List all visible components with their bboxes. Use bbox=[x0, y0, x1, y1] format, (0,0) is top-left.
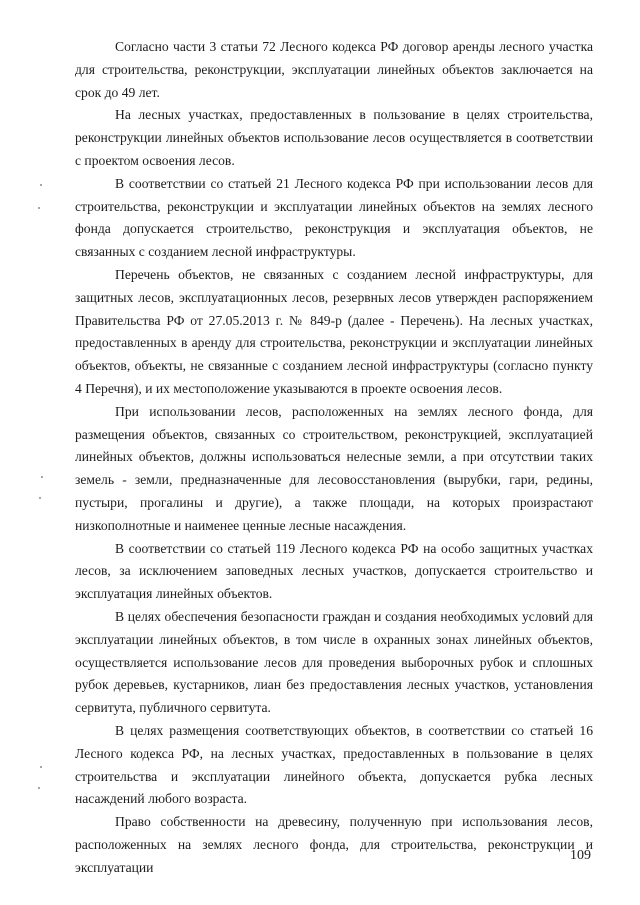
paragraph-2: На лесных участках, предоставленных в пользование в целях строительства, реконструкции линейных объектов использование лесов осуществляется в соответствии с проектом освоения лесов. bbox=[75, 107, 593, 168]
scan-speck bbox=[38, 787, 40, 789]
scan-speck bbox=[40, 184, 42, 186]
paragraph-6: В соответствии со статьей 119 Лесного кодекса РФ на особо защитных участках лесов, за исключением заповедных лесных участков, допускается строительство и эксплуатация линейных объектов. bbox=[75, 540, 593, 602]
scan-speck bbox=[38, 207, 40, 209]
page-number: 109 bbox=[570, 848, 591, 863]
scan-speck bbox=[39, 497, 41, 499]
scan-speck bbox=[41, 476, 43, 478]
paragraph-8: В целях размещения соответствующих объектов, в соответствии со статьей 16 Лесного кодекса РФ, на лесных участках, предоставленных в пользование в целях строительства и эксплуатации линейного объекта, допускается рубка лесных насаждений любого возраста. bbox=[75, 722, 593, 807]
scan-speck bbox=[40, 766, 42, 768]
paragraph-5: При использовании лесов, расположенных на землях лесного фонда, для размещения объектов, связанных со строительством, реконструкцией, эксплуатацией линейных объектов, должны использоваться нелесные земли, а при отсутствии таких земель - земли, предназначенные для лесовосстановления (вырубки, гари, редины, пустыри, прогалины и другие), а также площади, на которых произрастают низкополнотные и наименее ценные лесные насаждения. bbox=[75, 403, 593, 533]
document-body bbox=[75, 36, 593, 879]
paragraph-7: В целях обеспечения безопасности граждан и создания необходимых условий для эксплуатации линейных объектов, в том числе в охранных зонах линейных объектов, осуществляется использование лесов для проведения выборочных рубок и сплошных рубок деревьев, кустарников, лиан без предоставления лесных участков, установления сервитута, публичного сервитута. bbox=[75, 608, 593, 716]
paragraph-3: В соответствии со статьей 21 Лесного кодекса РФ при использовании лесов для строительства, реконструкции и эксплуатации линейных объектов на землях лесного фонда допускается строительство, реконструкция и эксплуатация объектов, не связанных с созданием лесной инфраструктуры. bbox=[75, 175, 593, 260]
paragraph-4: Перечень объектов, не связанных с созданием лесной инфраструктуры, для защитных лесов, эксплуатационных лесов, резервных лесов утвержден распоряжением Правительства РФ от 27.05.2013 г. № 849-р (далее - Перечень). На лесных участках, предоставленных в аренду для строительства, реконструкции и эксплуатации линейных объектов, объекты, не связанные с созданием лесной инфраструктуры (согласно пункту 4 Перечня), и их местоположение указываются в проекте освоения лесов. bbox=[75, 266, 593, 396]
paragraph-1: Согласно части 3 статьи 72 Лесного кодекса РФ договор аренды лесного участка для строительства, реконструкции, эксплуатации линейных объектов заключается на срок до 49 лет. bbox=[75, 39, 593, 100]
paragraph-9: Право собственности на древесину, полученную при использования лесов, расположенных на землях лесного фонда, для строительства, реконструкции и эксплуатации bbox=[75, 814, 593, 875]
